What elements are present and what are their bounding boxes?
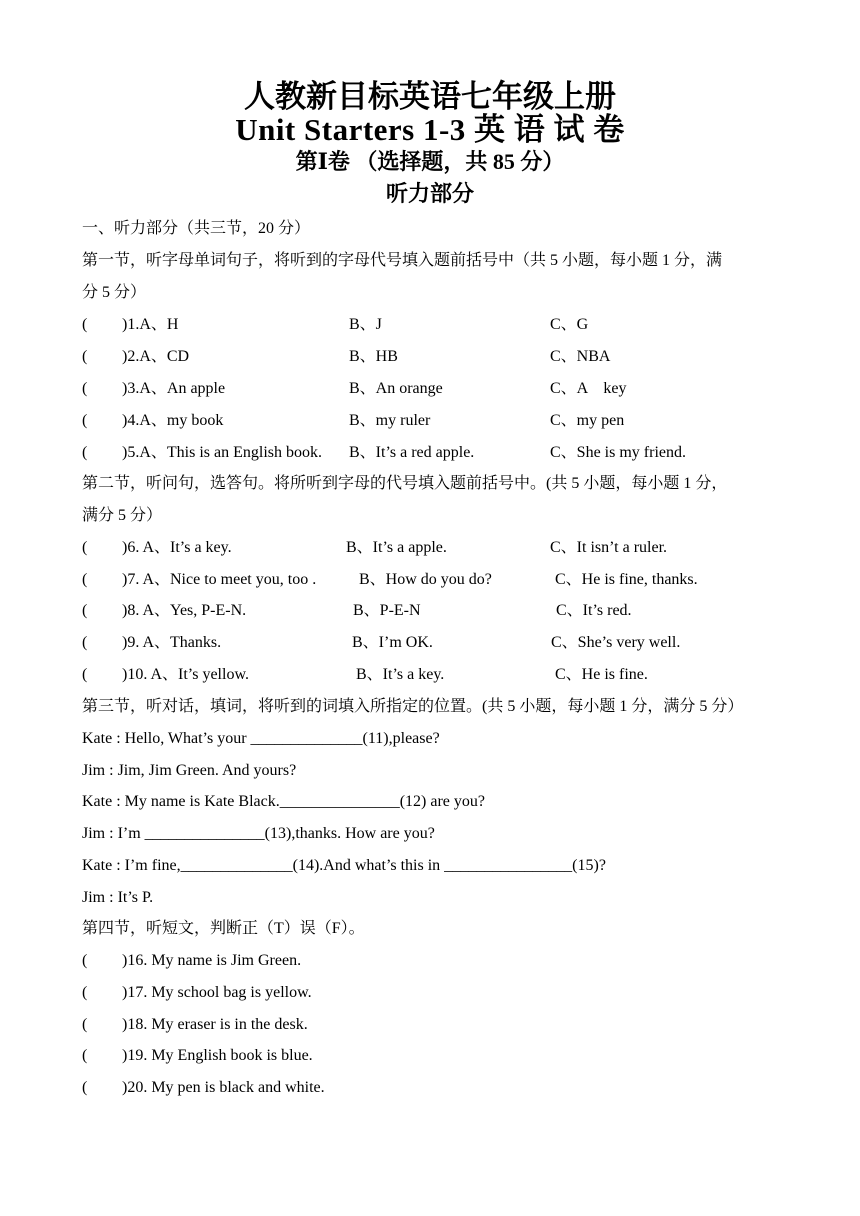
- sec4-instruction: 第四节，听短文，判断正（T）误（F）。: [82, 920, 365, 937]
- option-b: B、It’s a apple.: [346, 539, 447, 556]
- option-b: B、How do you do?: [359, 571, 492, 588]
- option-a: )1.A、H: [122, 316, 179, 333]
- answer-paren[interactable]: (: [82, 412, 88, 429]
- option-a: )9. A、Thanks.: [122, 634, 222, 651]
- answer-paren[interactable]: (: [82, 571, 88, 588]
- answer-paren[interactable]: (: [82, 316, 88, 333]
- option-a: )4.A、my book: [122, 412, 224, 429]
- option-b: B、HB: [349, 348, 398, 365]
- dialogue-line: Kate : I’m fine,______________(14).And what’s this in ________________(15)?: [82, 857, 606, 874]
- statement: )18. My eraser is in the desk.: [122, 1016, 308, 1033]
- option-b: B、J: [349, 316, 382, 333]
- option-b: B、An orange: [349, 380, 443, 397]
- statement: )19. My English book is blue.: [122, 1047, 313, 1064]
- option-c: C、He is fine, thanks.: [555, 571, 698, 588]
- option-c: C、A key: [550, 380, 627, 397]
- answer-paren[interactable]: (: [82, 380, 88, 397]
- option-a: )8. A、Yes, P-E-N.: [122, 602, 247, 619]
- answer-paren[interactable]: (: [82, 984, 88, 1001]
- statement: )20. My pen is black and white.: [122, 1079, 325, 1096]
- sec2-instruction: 第二节，听问句，选答句。将所听到字母的代号填入题前括号中。(共 5 小题，每小题 1 分，: [82, 475, 728, 492]
- sec1-instruction: 第一节，听字母单词句子，将听到的字母代号填入题前括号中（共 5 小题，每小题 1 分，满: [82, 252, 723, 269]
- volume-heading: 第Ⅰ卷 （选择题，共 85 分）: [295, 149, 565, 174]
- dialogue-line: Jim : Jim, Jim Green. And yours?: [82, 762, 297, 779]
- answer-paren[interactable]: (: [82, 634, 88, 651]
- option-a: )3.A、An apple: [122, 380, 226, 397]
- option-a: )2.A、CD: [122, 348, 190, 365]
- answer-paren[interactable]: (: [82, 444, 88, 461]
- option-c: C、my pen: [550, 412, 625, 429]
- option-b: B、It’s a key.: [356, 666, 445, 683]
- dialogue-line: Kate : My name is Kate Black._______________(12) are you?: [82, 793, 486, 810]
- option-b: B、It’s a red apple.: [349, 444, 475, 461]
- option-c: C、It isn’t a ruler.: [550, 539, 668, 556]
- dialogue-line: Jim : I’m _______________(13),thanks. How are you?: [82, 825, 435, 842]
- option-a: )6. A、It’s a key.: [122, 539, 232, 556]
- sec1-instruction-cont: 分 5 分）: [82, 284, 147, 301]
- section-intro: 一、听力部分（共三节，20 分）: [82, 220, 311, 237]
- answer-paren[interactable]: (: [82, 602, 88, 619]
- answer-paren[interactable]: (: [82, 539, 88, 556]
- option-c: C、She is my friend.: [550, 444, 686, 461]
- option-c: C、G: [550, 316, 589, 333]
- statement: )17. My school bag is yellow.: [122, 984, 312, 1001]
- answer-paren[interactable]: (: [82, 666, 88, 683]
- option-c: C、She’s very well.: [551, 634, 681, 651]
- option-b: B、my ruler: [349, 412, 431, 429]
- answer-paren[interactable]: (: [82, 952, 88, 969]
- option-b: B、I’m OK.: [352, 634, 433, 651]
- option-b: B、P-E-N: [353, 602, 421, 619]
- option-a: )7. A、Nice to meet you, too .: [122, 571, 317, 588]
- part-heading: 听力部分: [385, 181, 474, 206]
- sec2-instruction-cont: 满分 5 分）: [82, 507, 163, 524]
- option-c: C、He is fine.: [555, 666, 648, 683]
- option-a: )10. A、It’s yellow.: [122, 666, 249, 683]
- dialogue-line: Jim : It’s P.: [82, 889, 154, 906]
- option-c: C、NBA: [550, 348, 611, 365]
- exam-title: 人教新目标英语七年级上册: [244, 79, 616, 114]
- answer-paren[interactable]: (: [82, 348, 88, 365]
- option-a: )5.A、This is an English book.: [122, 444, 322, 461]
- answer-paren[interactable]: (: [82, 1016, 88, 1033]
- answer-paren[interactable]: (: [82, 1079, 88, 1096]
- answer-paren[interactable]: (: [82, 1047, 88, 1064]
- statement: )16. My name is Jim Green.: [122, 952, 302, 969]
- sec3-instruction: 第三节，听对话，填词，将听到的词填入所指定的位置。(共 5 小题，每小题 1 分，满分 5 分）: [82, 698, 744, 715]
- exam-subtitle: Unit Starters 1-3 英 语 试 卷: [235, 112, 625, 147]
- option-c: C、It’s red.: [556, 602, 632, 619]
- dialogue-line: Kate : Hello, What’s your ______________(11),please?: [82, 730, 440, 747]
